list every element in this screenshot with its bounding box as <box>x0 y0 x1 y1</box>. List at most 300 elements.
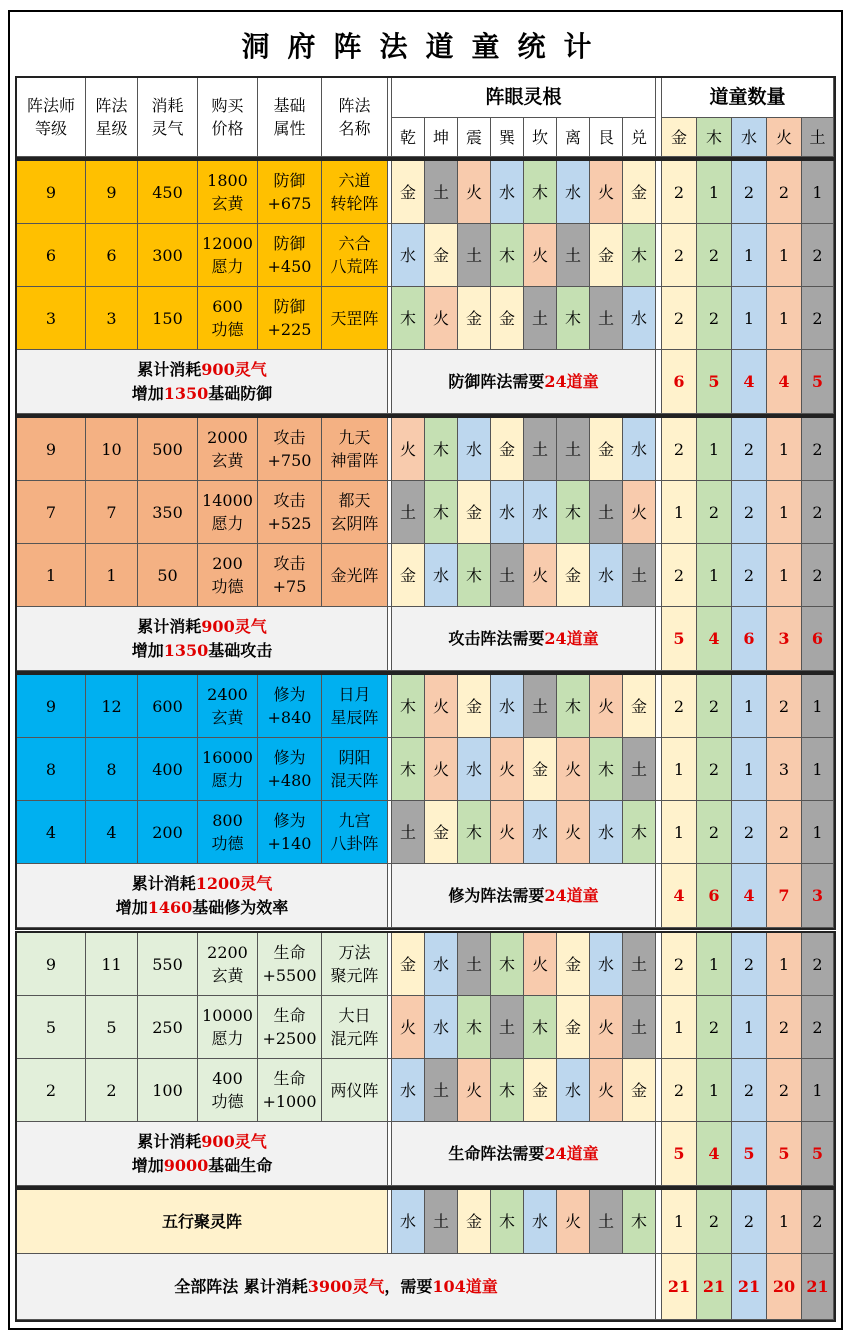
text-fragment: 修为阵法需要 <box>448 886 545 905</box>
row-price: 16000 愿力 <box>198 738 258 801</box>
section-total: 5 <box>662 1122 697 1186</box>
summary-text <box>17 350 388 414</box>
eye-element: 火 <box>524 544 557 607</box>
eye-element: 木 <box>392 738 425 801</box>
eye-element: 土 <box>590 1190 623 1254</box>
text-fragment: ，需要 <box>384 1277 433 1296</box>
eye-element: 金 <box>623 161 656 224</box>
row-price: 10000 愿力 <box>198 996 258 1059</box>
eye-element: 土 <box>623 933 656 996</box>
eye-element: 火 <box>425 675 458 738</box>
row-name: 日月 星辰阵 <box>322 675 388 738</box>
count-value: 1 <box>802 1059 834 1122</box>
eye-element: 水 <box>590 933 623 996</box>
column-header: 阵法 名称 <box>322 78 388 157</box>
row-name: 金光阵 <box>322 544 388 607</box>
count-value: 2 <box>662 418 697 481</box>
count-value: 1 <box>767 544 802 607</box>
row-star: 11 <box>86 933 138 996</box>
text-fragment: 增加 <box>131 1155 164 1175</box>
eye-element: 木 <box>425 418 458 481</box>
count-value: 1 <box>732 675 767 738</box>
row-level: 4 <box>17 801 86 864</box>
text-fragment: 增加 <box>131 383 164 403</box>
section-total: 4 <box>697 1122 732 1186</box>
row-price: 1800 玄黄 <box>198 161 258 224</box>
eye-header: 坎 <box>524 118 557 157</box>
section-total: 7 <box>767 864 802 928</box>
eye-element: 金 <box>392 161 425 224</box>
count-value: 1 <box>697 544 732 607</box>
summary-line <box>132 639 273 663</box>
text-fragment: 攻击阵法需要 <box>448 629 545 648</box>
count-value: 2 <box>697 801 732 864</box>
count-value: 1 <box>697 1059 732 1122</box>
eye-element: 土 <box>623 996 656 1059</box>
row-cost: 350 <box>138 481 198 544</box>
count-value: 2 <box>767 801 802 864</box>
row-name: 六合 八荒阵 <box>322 224 388 287</box>
eye-header: 兑 <box>623 118 656 157</box>
text-fragment: 基础修为效率 <box>192 897 289 917</box>
count-value: 1 <box>732 996 767 1059</box>
row-cost: 450 <box>138 161 198 224</box>
count-value: 2 <box>662 1059 697 1122</box>
row-cost: 250 <box>138 996 198 1059</box>
eye-element: 火 <box>557 801 590 864</box>
count-value: 1 <box>767 224 802 287</box>
eye-element: 水 <box>458 418 491 481</box>
eye-element: 火 <box>392 996 425 1059</box>
count-value: 2 <box>732 418 767 481</box>
row-price: 800 功德 <box>198 801 258 864</box>
row-star: 1 <box>86 544 138 607</box>
eye-header: 震 <box>458 118 491 157</box>
row-attr: 攻击 +525 <box>258 481 322 544</box>
eye-element: 金 <box>524 1059 557 1122</box>
eye-element: 木 <box>458 996 491 1059</box>
count-value: 2 <box>802 481 834 544</box>
highlight-value: 900灵气 <box>201 1131 267 1151</box>
section-total: 3 <box>767 607 802 671</box>
grand-total: 20 <box>767 1254 802 1320</box>
count-value: 2 <box>802 287 834 350</box>
eye-element: 火 <box>590 675 623 738</box>
row-cost: 100 <box>138 1059 198 1122</box>
eye-element: 火 <box>590 996 623 1059</box>
count-value: 1 <box>802 801 834 864</box>
row-attr: 生命 +5500 <box>258 933 322 996</box>
eye-element: 土 <box>458 933 491 996</box>
row-level: 9 <box>17 418 86 481</box>
element-header: 水 <box>732 118 767 157</box>
eye-element: 金 <box>491 418 524 481</box>
eye-element: 土 <box>392 801 425 864</box>
formation-section <box>15 673 836 930</box>
eye-element: 金 <box>458 287 491 350</box>
eye-element: 木 <box>590 738 623 801</box>
eye-header: 巽 <box>491 118 524 157</box>
count-value: 1 <box>697 418 732 481</box>
count-value: 2 <box>697 996 732 1059</box>
column-header: 购买 价格 <box>198 78 258 157</box>
row-star: 5 <box>86 996 138 1059</box>
section-total: 4 <box>662 864 697 928</box>
grand-total: 21 <box>697 1254 732 1320</box>
highlight-value: 1200灵气 <box>195 873 273 893</box>
row-attr: 防御 +675 <box>258 161 322 224</box>
eye-header: 离 <box>557 118 590 157</box>
count-value: 1 <box>732 224 767 287</box>
eye-element: 木 <box>491 224 524 287</box>
count-value: 2 <box>662 933 697 996</box>
row-star: 6 <box>86 224 138 287</box>
row-cost: 150 <box>138 287 198 350</box>
row-name: 阴阳 混天阵 <box>322 738 388 801</box>
eye-element: 木 <box>557 675 590 738</box>
section-total: 4 <box>732 864 767 928</box>
count-value: 1 <box>662 481 697 544</box>
row-star: 2 <box>86 1059 138 1122</box>
row-star: 9 <box>86 161 138 224</box>
count-value: 1 <box>767 287 802 350</box>
eye-element: 水 <box>392 224 425 287</box>
eye-element: 水 <box>425 933 458 996</box>
section-total: 6 <box>697 864 732 928</box>
eye-element: 火 <box>590 161 623 224</box>
row-name: 两仪阵 <box>322 1059 388 1122</box>
grand-total: 21 <box>732 1254 767 1320</box>
eye-element: 金 <box>557 996 590 1059</box>
count-value: 2 <box>767 996 802 1059</box>
eye-element: 木 <box>491 1059 524 1122</box>
row-attr: 修为 +840 <box>258 675 322 738</box>
text-fragment: 累计消耗 <box>131 873 196 893</box>
eye-element: 水 <box>524 481 557 544</box>
eye-element: 水 <box>557 1059 590 1122</box>
row-cost: 300 <box>138 224 198 287</box>
text-fragment: 累计消耗 <box>137 616 202 636</box>
text-fragment: 基础生命 <box>208 1155 273 1175</box>
header-section <box>15 76 836 159</box>
count-value: 2 <box>697 675 732 738</box>
count-value: 1 <box>732 287 767 350</box>
need-text <box>392 607 656 671</box>
eye-element: 水 <box>590 544 623 607</box>
eye-element: 木 <box>392 675 425 738</box>
eye-element: 木 <box>623 801 656 864</box>
eye-element: 木 <box>557 287 590 350</box>
element-header: 火 <box>767 118 802 157</box>
eye-element: 水 <box>557 161 590 224</box>
eye-element: 木 <box>458 544 491 607</box>
summary-text <box>17 607 388 671</box>
eye-element: 金 <box>491 287 524 350</box>
eye-element: 木 <box>458 801 491 864</box>
eye-element: 火 <box>458 1059 491 1122</box>
eye-element: 金 <box>590 418 623 481</box>
eye-element: 土 <box>491 996 524 1059</box>
count-value: 2 <box>697 224 732 287</box>
row-level: 9 <box>17 161 86 224</box>
row-star: 10 <box>86 418 138 481</box>
count-group-header: 道童数量 <box>662 78 834 118</box>
eye-element: 水 <box>425 544 458 607</box>
count-value: 2 <box>732 544 767 607</box>
row-cost: 550 <box>138 933 198 996</box>
count-value: 2 <box>697 287 732 350</box>
count-value: 1 <box>767 1190 802 1254</box>
count-value: 2 <box>732 481 767 544</box>
eye-element: 水 <box>524 801 557 864</box>
eye-element: 水 <box>392 1190 425 1254</box>
section-total: 5 <box>697 350 732 414</box>
row-cost: 200 <box>138 801 198 864</box>
section-total: 4 <box>697 607 732 671</box>
count-value: 2 <box>802 1190 834 1254</box>
element-header: 木 <box>697 118 732 157</box>
eye-element: 土 <box>524 675 557 738</box>
eye-element: 金 <box>392 544 425 607</box>
eye-element: 金 <box>425 224 458 287</box>
eye-element: 火 <box>557 1190 590 1254</box>
eye-element: 土 <box>590 287 623 350</box>
count-value: 1 <box>732 738 767 801</box>
row-name: 天罡阵 <box>322 287 388 350</box>
eye-element: 金 <box>557 933 590 996</box>
count-value: 3 <box>767 738 802 801</box>
text-fragment: 生命阵法需要 <box>448 1144 545 1163</box>
summary-line <box>132 1154 273 1178</box>
eye-element: 土 <box>590 481 623 544</box>
row-level: 1 <box>17 544 86 607</box>
summary-text <box>17 864 388 928</box>
row-attr: 攻击 +750 <box>258 418 322 481</box>
eye-element: 木 <box>623 224 656 287</box>
eye-element: 土 <box>425 161 458 224</box>
row-attr: 防御 +450 <box>258 224 322 287</box>
eye-element: 金 <box>392 933 425 996</box>
section-total: 3 <box>802 864 834 928</box>
eye-element: 土 <box>491 544 524 607</box>
count-value: 2 <box>662 287 697 350</box>
row-attr: 生命 +2500 <box>258 996 322 1059</box>
eye-element: 木 <box>425 481 458 544</box>
row-price: 400 功德 <box>198 1059 258 1122</box>
count-value: 2 <box>802 996 834 1059</box>
count-value: 1 <box>802 738 834 801</box>
count-value: 2 <box>802 544 834 607</box>
count-value: 1 <box>697 933 732 996</box>
eye-element: 土 <box>557 224 590 287</box>
count-value: 2 <box>697 1190 732 1254</box>
eye-header: 乾 <box>392 118 425 157</box>
need-text <box>392 864 656 928</box>
row-level: 8 <box>17 738 86 801</box>
section-total: 5 <box>802 1122 834 1186</box>
eye-element: 水 <box>491 481 524 544</box>
page-title: 洞府阵法道童统计 <box>241 30 610 63</box>
row-level: 9 <box>17 933 86 996</box>
row-price: 14000 愿力 <box>198 481 258 544</box>
eye-element: 土 <box>425 1059 458 1122</box>
row-level: 6 <box>17 224 86 287</box>
summary-line <box>132 382 273 406</box>
count-value: 2 <box>697 738 732 801</box>
row-name: 九宫 八卦阵 <box>322 801 388 864</box>
eye-element: 火 <box>425 738 458 801</box>
eye-element: 土 <box>623 738 656 801</box>
eye-element: 金 <box>458 675 491 738</box>
highlight-value: 24道童 <box>544 1144 599 1163</box>
text-fragment: 基础防御 <box>208 383 273 403</box>
eye-element: 金 <box>425 801 458 864</box>
row-name: 大日 混元阵 <box>322 996 388 1059</box>
eye-element: 火 <box>524 933 557 996</box>
section-total: 4 <box>732 350 767 414</box>
eye-element: 土 <box>623 544 656 607</box>
grand-total-text <box>17 1254 656 1320</box>
summary-text <box>17 1122 388 1186</box>
count-value: 2 <box>767 1059 802 1122</box>
highlight-value: 9000 <box>163 1155 209 1175</box>
row-cost: 400 <box>138 738 198 801</box>
row-cost: 50 <box>138 544 198 607</box>
eye-element: 土 <box>524 418 557 481</box>
column-header: 阵法师 等级 <box>17 78 86 157</box>
row-level: 7 <box>17 481 86 544</box>
row-price: 2000 玄黄 <box>198 418 258 481</box>
row-price: 200 功德 <box>198 544 258 607</box>
highlight-value: 1350 <box>163 383 209 403</box>
eye-element: 金 <box>557 544 590 607</box>
eye-element: 火 <box>458 161 491 224</box>
eye-element: 土 <box>425 1190 458 1254</box>
count-value: 1 <box>767 481 802 544</box>
eye-element: 金 <box>590 224 623 287</box>
eye-element: 水 <box>425 996 458 1059</box>
count-value: 1 <box>767 418 802 481</box>
bottom-section <box>15 1188 836 1322</box>
eye-element: 木 <box>392 287 425 350</box>
eye-element: 土 <box>524 287 557 350</box>
eye-element: 火 <box>392 418 425 481</box>
count-value: 2 <box>662 544 697 607</box>
count-value: 2 <box>732 1190 767 1254</box>
eye-element: 木 <box>557 481 590 544</box>
column-header: 基础 属性 <box>258 78 322 157</box>
count-value: 1 <box>697 161 732 224</box>
eye-header: 艮 <box>590 118 623 157</box>
highlight-value: 24道童 <box>544 629 599 648</box>
row-attr: 修为 +480 <box>258 738 322 801</box>
highlight-value: 900灵气 <box>201 616 267 636</box>
wuxing-name: 五行聚灵阵 <box>17 1190 388 1254</box>
row-attr: 生命 +1000 <box>258 1059 322 1122</box>
count-value: 2 <box>802 418 834 481</box>
count-value: 2 <box>802 224 834 287</box>
eye-group-header: 阵眼灵根 <box>392 78 656 118</box>
summary-line <box>137 358 266 382</box>
count-value: 1 <box>662 1190 697 1254</box>
element-header: 金 <box>662 118 697 157</box>
eye-element: 金 <box>458 481 491 544</box>
section-total: 4 <box>767 350 802 414</box>
count-value: 1 <box>767 933 802 996</box>
row-name: 九天 神雷阵 <box>322 418 388 481</box>
highlight-value: 24道童 <box>544 886 599 905</box>
text-fragment: 增加 <box>131 640 164 660</box>
eye-element: 火 <box>590 1059 623 1122</box>
row-cost: 500 <box>138 418 198 481</box>
highlight-value: 900灵气 <box>201 359 267 379</box>
section-total: 5 <box>662 607 697 671</box>
row-name: 万法 聚元阵 <box>322 933 388 996</box>
eye-element: 水 <box>491 675 524 738</box>
section-total: 5 <box>732 1122 767 1186</box>
section-total: 6 <box>802 607 834 671</box>
eye-element: 木 <box>491 1190 524 1254</box>
count-value: 1 <box>662 801 697 864</box>
need-text <box>392 350 656 414</box>
grand-total: 21 <box>662 1254 697 1320</box>
count-value: 2 <box>732 801 767 864</box>
count-value: 2 <box>732 161 767 224</box>
row-star: 12 <box>86 675 138 738</box>
eye-element: 木 <box>491 933 524 996</box>
text-fragment: 累计消耗 <box>137 359 202 379</box>
section-total: 5 <box>767 1122 802 1186</box>
highlight-value: 104道童 <box>432 1277 498 1296</box>
eye-element: 木 <box>524 996 557 1059</box>
need-text <box>392 1122 656 1186</box>
row-price: 2400 玄黄 <box>198 675 258 738</box>
section-total: 6 <box>732 607 767 671</box>
section-total: 5 <box>802 350 834 414</box>
eye-element: 火 <box>491 801 524 864</box>
row-star: 3 <box>86 287 138 350</box>
eye-element: 水 <box>590 801 623 864</box>
count-value: 1 <box>802 161 834 224</box>
row-star: 8 <box>86 738 138 801</box>
eye-element: 水 <box>524 1190 557 1254</box>
eye-element: 金 <box>524 738 557 801</box>
eye-element: 土 <box>557 418 590 481</box>
eye-element: 水 <box>392 1059 425 1122</box>
count-value: 1 <box>662 738 697 801</box>
summary-line <box>132 872 273 896</box>
column-header: 阵法 星级 <box>86 78 138 157</box>
row-name: 都天 玄阴阵 <box>322 481 388 544</box>
row-level: 2 <box>17 1059 86 1122</box>
eye-element: 火 <box>623 481 656 544</box>
row-cost: 600 <box>138 675 198 738</box>
text-fragment: 累计消耗 <box>137 1131 202 1151</box>
formation-section <box>15 416 836 673</box>
row-name: 六道 转轮阵 <box>322 161 388 224</box>
text-fragment: 基础攻击 <box>208 640 273 660</box>
stats-table <box>8 10 843 1330</box>
row-attr: 防御 +225 <box>258 287 322 350</box>
eye-element: 金 <box>458 1190 491 1254</box>
eye-element: 木 <box>524 161 557 224</box>
row-star: 4 <box>86 801 138 864</box>
count-value: 2 <box>767 675 802 738</box>
eye-element: 火 <box>491 738 524 801</box>
eye-element: 火 <box>524 224 557 287</box>
summary-line <box>137 615 266 639</box>
highlight-value: 3900灵气 <box>307 1277 385 1296</box>
